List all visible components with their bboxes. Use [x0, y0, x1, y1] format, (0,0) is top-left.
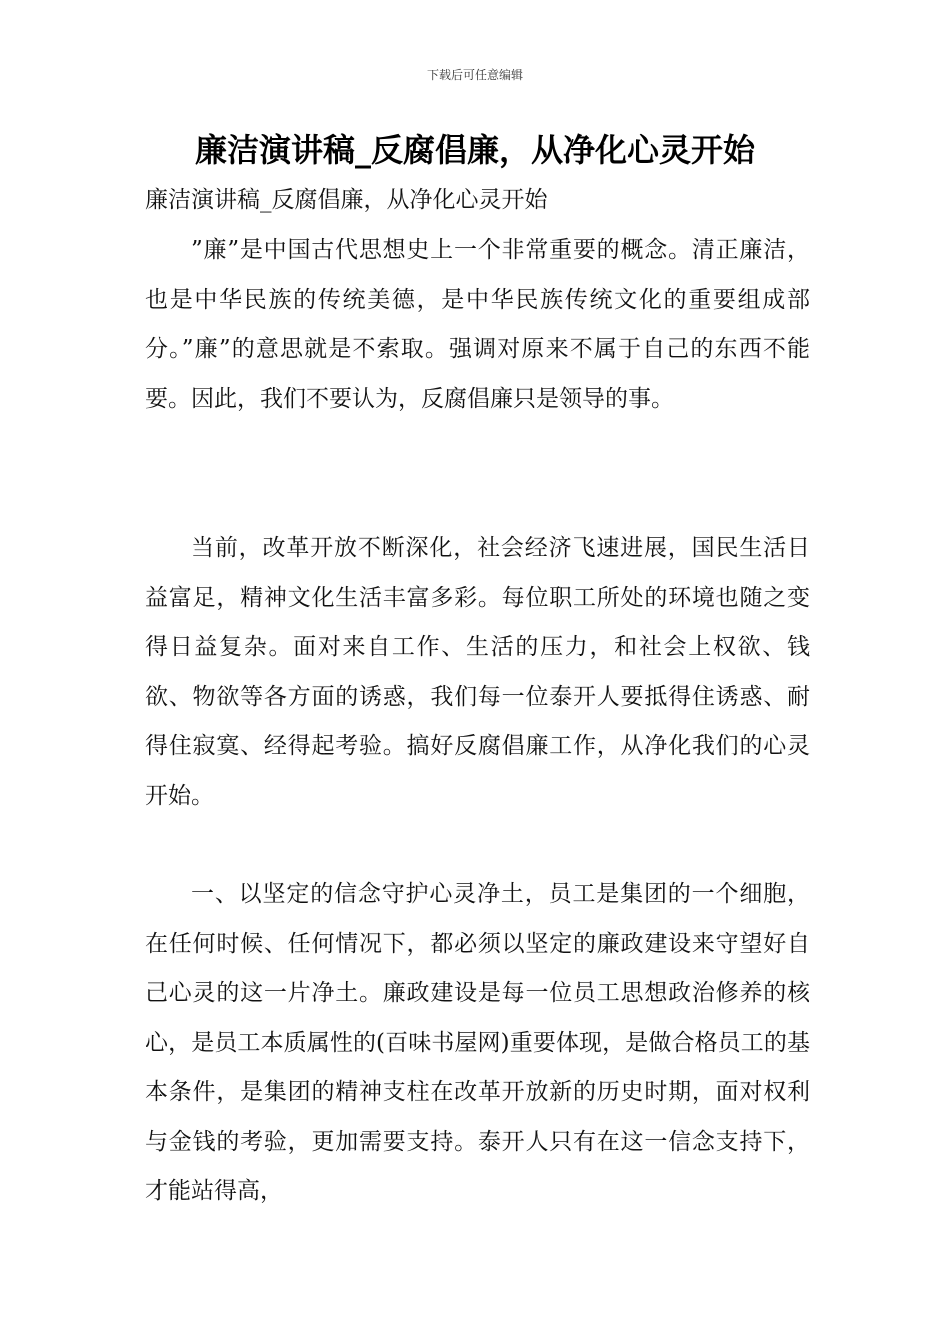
paragraph-3: 一、以坚定的信念守护心灵净土，员工是集团的一个细胞，在任何时候、任何情况下，都必须以坚定的廉政建设来守望好自己心灵的这一片净土。廉政建设是每一位员工思想政治修养的核心，是员工本质属性的(百味书屋网)重要体现，是做合格员工的基本条件，是集团的精神支柱在改革开放新的历史时期，面对权利与金钱的考验，更加需要支持。泰开人只有在这一信念支持下，才能站得高， [145, 881, 810, 1204]
document-subtitle: 廉洁演讲稿_反腐倡廉，从净化心灵开始 [145, 187, 548, 213]
paragraph-1: ”廉”是中国古代思想史上一个非常重要的概念。清正廉洁，也是中华民族的传统美德，是中华民族传统文化的重要组成部分。”廉”的意思就是不索取。强调对原来不属于自己的东西不能要。因此，我们不要认为，反腐倡廉只是领导的事。 [145, 237, 810, 412]
paragraph-2: 当前，改革开放不断深化，社会经济飞速进展，国民生活日益富足，精神文化生活丰富多彩。每位职工所处的环境也随之变得日益复杂。面对来自工作、生活的压力，和社会上权欲、钱欲、物欲等各方面的诱惑，我们每一位泰开人要抵得住诱惑、耐得住寂寞、经得起考验。搞好反腐倡廉工作，从净化我们的心灵开始。 [145, 535, 810, 809]
document-title: 廉洁演讲稿_反腐倡廉，从净化心灵开始 [194, 131, 755, 169]
header-note: 下载后可任意编辑 [426, 68, 523, 82]
